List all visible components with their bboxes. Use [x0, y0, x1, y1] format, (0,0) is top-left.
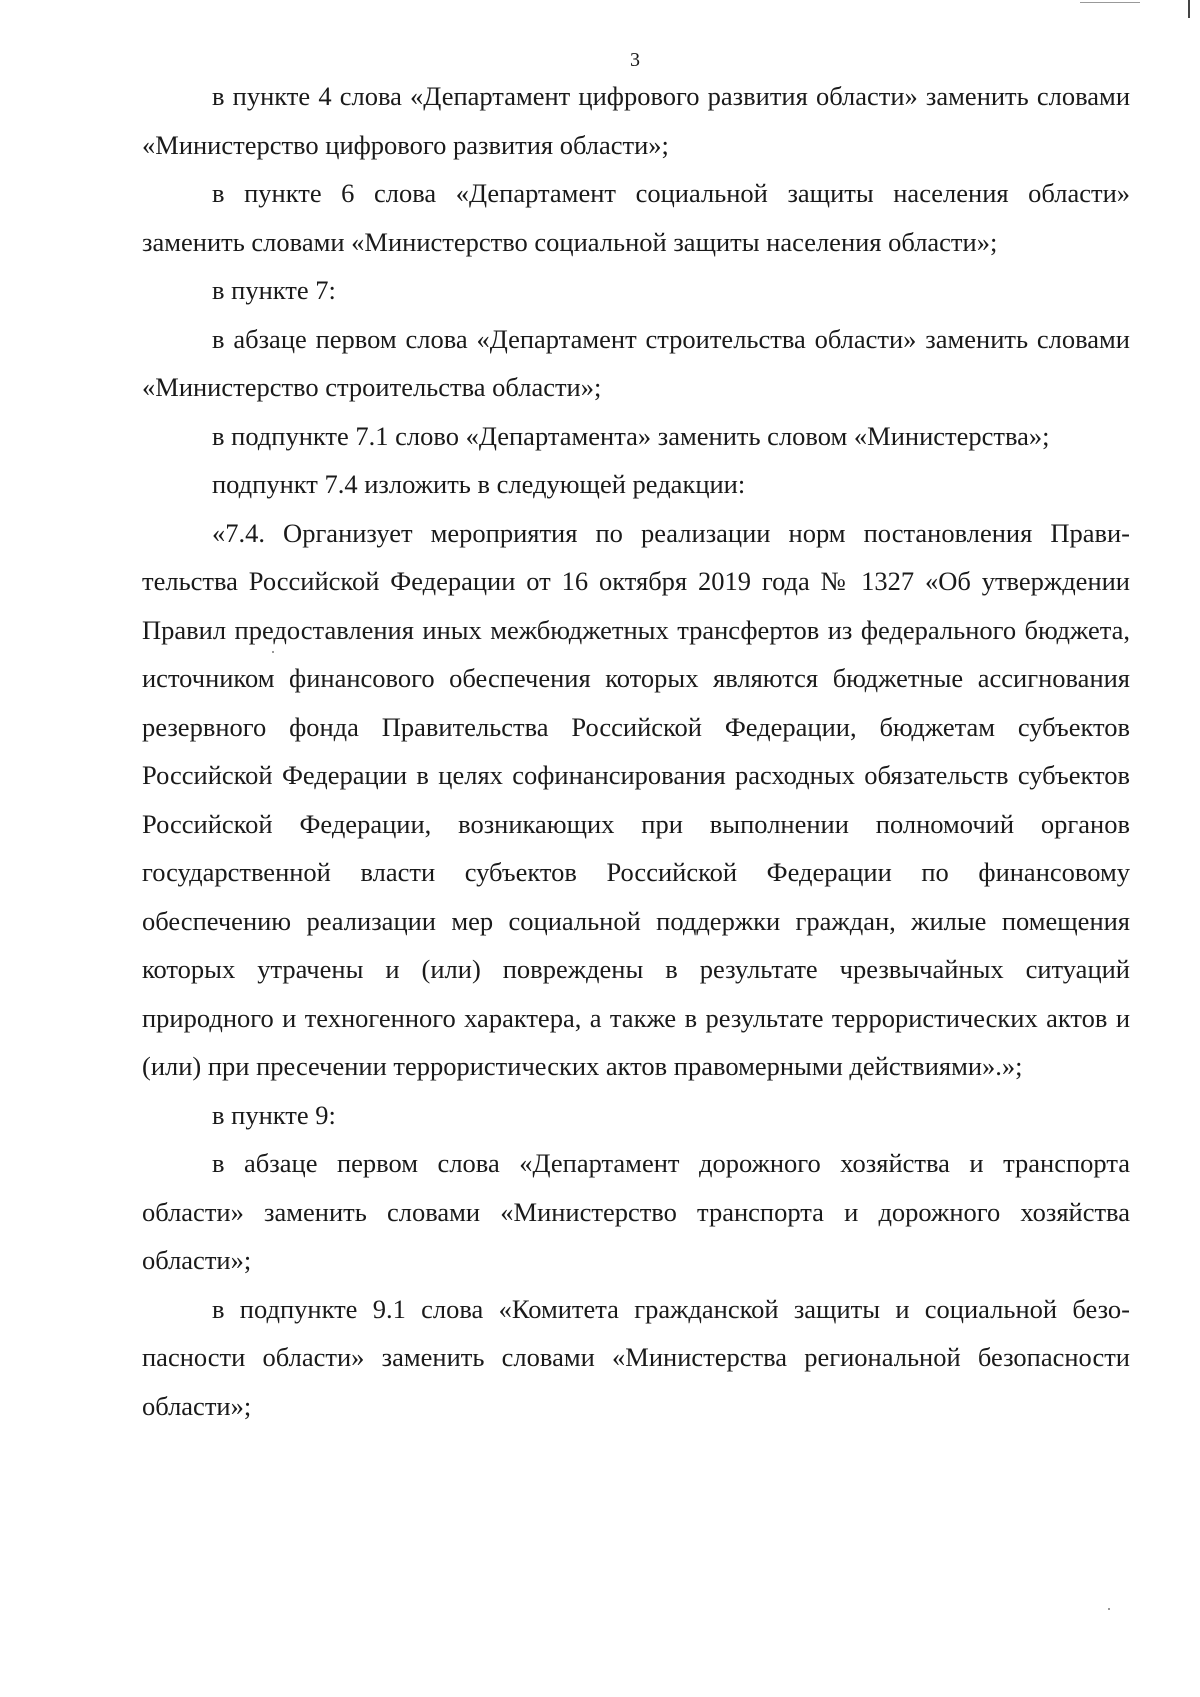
paragraph: в пункте 9: — [212, 1099, 336, 1130]
paragraph: в пункте 4 слова «Департамент цифрового развития области» заменить словами «Министерство цифрового развития области»; — [142, 81, 1130, 160]
page-number: 3 — [630, 49, 640, 71]
document-body — [142, 72, 1130, 1430]
paragraph: в абзаце первом слова «Департамент дорожного хозяйства и транспорта области» заменить словами «Министерство транспорта и дорожного хозяйства области»; — [142, 1148, 1130, 1275]
scan-edge-mark — [1188, 0, 1190, 18]
paragraph: в подпункте 9.1 слова «Комитета гражданской защиты и социальной безопасности области» заменить словами «Министерства региональной безопасности области»; — [142, 1293, 1130, 1421]
paragraph: «7.4. Организует мероприятия по реализации норм постановления Правительства Российской Федерации от 16 октября 2019 года № 1327 «Об утверждении Правил предоставления иных межбюджетных трансфертов из федерального бюджета, источником финансового обеспечения которых являются бюджетные ассигнования резервного фонда Правительства Российской Федерации, бюджетам субъектов Российской Федерации в целях софинансирования расходных обязательств субъектов Российской Федерации, возникающих при выполнении полномочий органов государственной власти субъектов Российской Федерации по финансовому обеспечению реализации мер социальной поддержки граждан, жилые помещения которых утрачены и (или) повреждены в результате чрезвычайных ситуаций природного и техногенного характера, а также в результате террористических актов и (или) при пресечении террористических актов правомерными действиями».»; — [142, 517, 1130, 1081]
paragraph: в пункте 6 слова «Департамент социальной защиты населения области» заменить словами «Министерство социальной защиты населения области»; — [142, 178, 1130, 257]
paragraph: подпункт 7.4 изложить в следующей редакции: — [212, 469, 746, 499]
paragraph: в пункте 7: — [212, 275, 336, 305]
scan-edge-line — [1080, 2, 1140, 3]
paragraph: в абзаце первом слова «Департамент строительства области» заменить словами «Министерство строительства области»; — [142, 323, 1130, 402]
scan-speck — [1108, 1608, 1110, 1610]
paragraph: в подпункте 7.1 слово «Департамента» заменить словом «Министерства»; — [212, 420, 1050, 451]
